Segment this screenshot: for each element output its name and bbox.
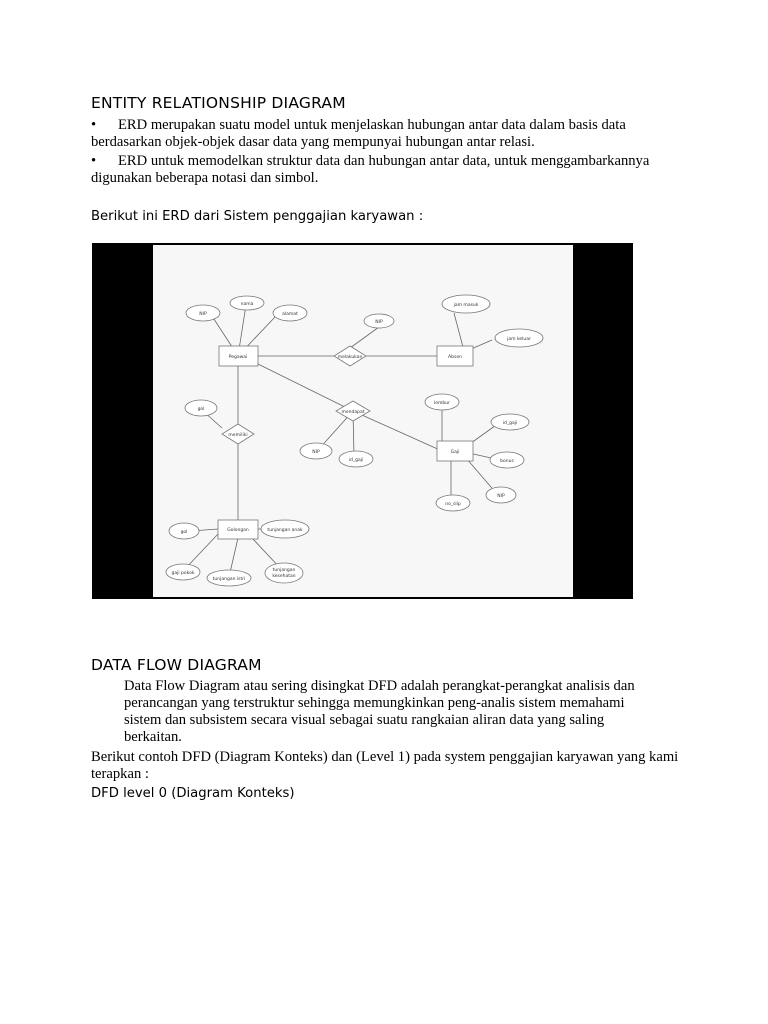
dfd-heading: DATA FLOW DIAGRAM (91, 656, 262, 674)
attribute-label: gol (180, 530, 188, 535)
attribute-label: tunjangan anak (267, 528, 303, 533)
bullet-text-line1: ERD untuk memodelkan struktur data dan hubungan antar data, untuk menggambarkannya (118, 153, 650, 169)
attribute-label: nama (240, 302, 254, 307)
paragraph-line: Berikut contoh DFD (Diagram Konteks) dan (Level 1) pada system penggajian karyawan yang kami (91, 749, 679, 765)
paragraph-line: terapkan : (91, 766, 149, 782)
erd-figure (92, 243, 633, 599)
attribute-gaji-bonus (490, 452, 524, 468)
attribute-golongan-tunjangan-istri (207, 570, 251, 586)
attribute-gaji-no-slip (436, 495, 470, 511)
attribute-absen-jam-masuk (442, 295, 490, 313)
attribute-label: jam masuk (453, 303, 479, 308)
erd-diagram (92, 243, 633, 599)
attribute-label: NIP (375, 320, 383, 325)
attribute-golongan-tunjangan-anak (261, 520, 309, 538)
attribute-label: NIP (497, 494, 505, 499)
attribute-label: NIP (312, 450, 320, 455)
attribute-label: NIP (199, 312, 207, 317)
dfd-level0-label: DFD level 0 (Diagram Konteks) (91, 786, 295, 801)
bullet-symbol: • (91, 153, 97, 169)
erd-heading: ENTITY RELATIONSHIP DIAGRAM (91, 94, 346, 112)
entity-golongan (218, 520, 258, 539)
bullet-text-line1: ERD merupakan suatu model untuk menjelaskan hubungan antar data dalam basis data (118, 117, 626, 133)
entity-label: Pegawai (228, 355, 248, 360)
attribute-mendapat-id-gaji (339, 451, 373, 467)
relation-label: melakukan (337, 355, 363, 360)
entity-label: Absen (448, 355, 462, 360)
attribute-gaji-lembur (425, 394, 459, 410)
attribute-label: bonus (500, 459, 514, 464)
relation-label: memiliki (228, 433, 248, 438)
attribute-label: kesehatan (272, 574, 296, 579)
attribute-pegawai-nip (186, 305, 220, 321)
attribute-label: id_gaji (502, 421, 518, 426)
attribute-gaji-nip (486, 487, 516, 503)
paragraph-line: berkaitan. (124, 729, 182, 745)
entity-absen (437, 346, 473, 366)
dfd-example-text (91, 749, 731, 783)
paragraph-line: sistem dan subsistem secara visual sebagai suatu rangkaian aliran data yang saling (124, 712, 605, 728)
attribute-golongan-gaji-pokok (166, 564, 200, 580)
attribute-pegawai-nama (230, 296, 264, 310)
attribute-label: gaji pokok (171, 571, 195, 576)
bullet-symbol: • (91, 117, 97, 133)
attribute-label: lembur (434, 401, 450, 406)
attribute-label: tunjangan istri (212, 577, 246, 582)
attribute-memiliki-gol (185, 400, 217, 416)
bullet-text-line2: berdasarkan objek-objek dasar data yang mempunyai hubungan antar relasi. (91, 134, 535, 150)
attribute-melakukan-nip (364, 314, 394, 328)
relation-label: mendapat (341, 410, 365, 415)
attribute-label: id_gaji (348, 458, 364, 463)
attribute-label: jam keluar (507, 337, 531, 342)
entity-label: Golongan (227, 528, 249, 533)
erd-bullet-1 (91, 117, 691, 151)
bullet-text-line2: digunakan beberapa notasi dan simbol. (91, 170, 319, 186)
entity-label: Gaji (450, 450, 460, 455)
erd-intro: Berikut ini ERD dari Sistem penggajian karyawan : (91, 209, 424, 224)
dfd-paragraph (124, 678, 724, 746)
attribute-pegawai-alamat (273, 305, 307, 321)
attribute-absen-jam-keluar (495, 329, 543, 347)
paragraph-line: perancangan yang terstruktur sehingga memungkinkan peng-analis sistem memahami (124, 695, 625, 711)
attribute-label: gol (197, 407, 205, 412)
attribute-gaji-id-gaji (491, 414, 529, 430)
attribute-label: tunjangan (272, 568, 296, 573)
entity-gaji (437, 441, 473, 461)
attribute-label: alamat (282, 312, 298, 317)
attribute-golongan-gol (169, 523, 199, 539)
entity-pegawai (219, 346, 258, 366)
attribute-golongan-tunjangan-kesehatan (265, 563, 303, 583)
erd-bullet-2 (91, 153, 691, 187)
attribute-label: no_slip (445, 502, 461, 507)
paragraph-line: Data Flow Diagram atau sering disingkat DFD adalah perangkat-perangkat analisis dan (124, 678, 635, 694)
attribute-mendapat-nip (300, 443, 332, 459)
